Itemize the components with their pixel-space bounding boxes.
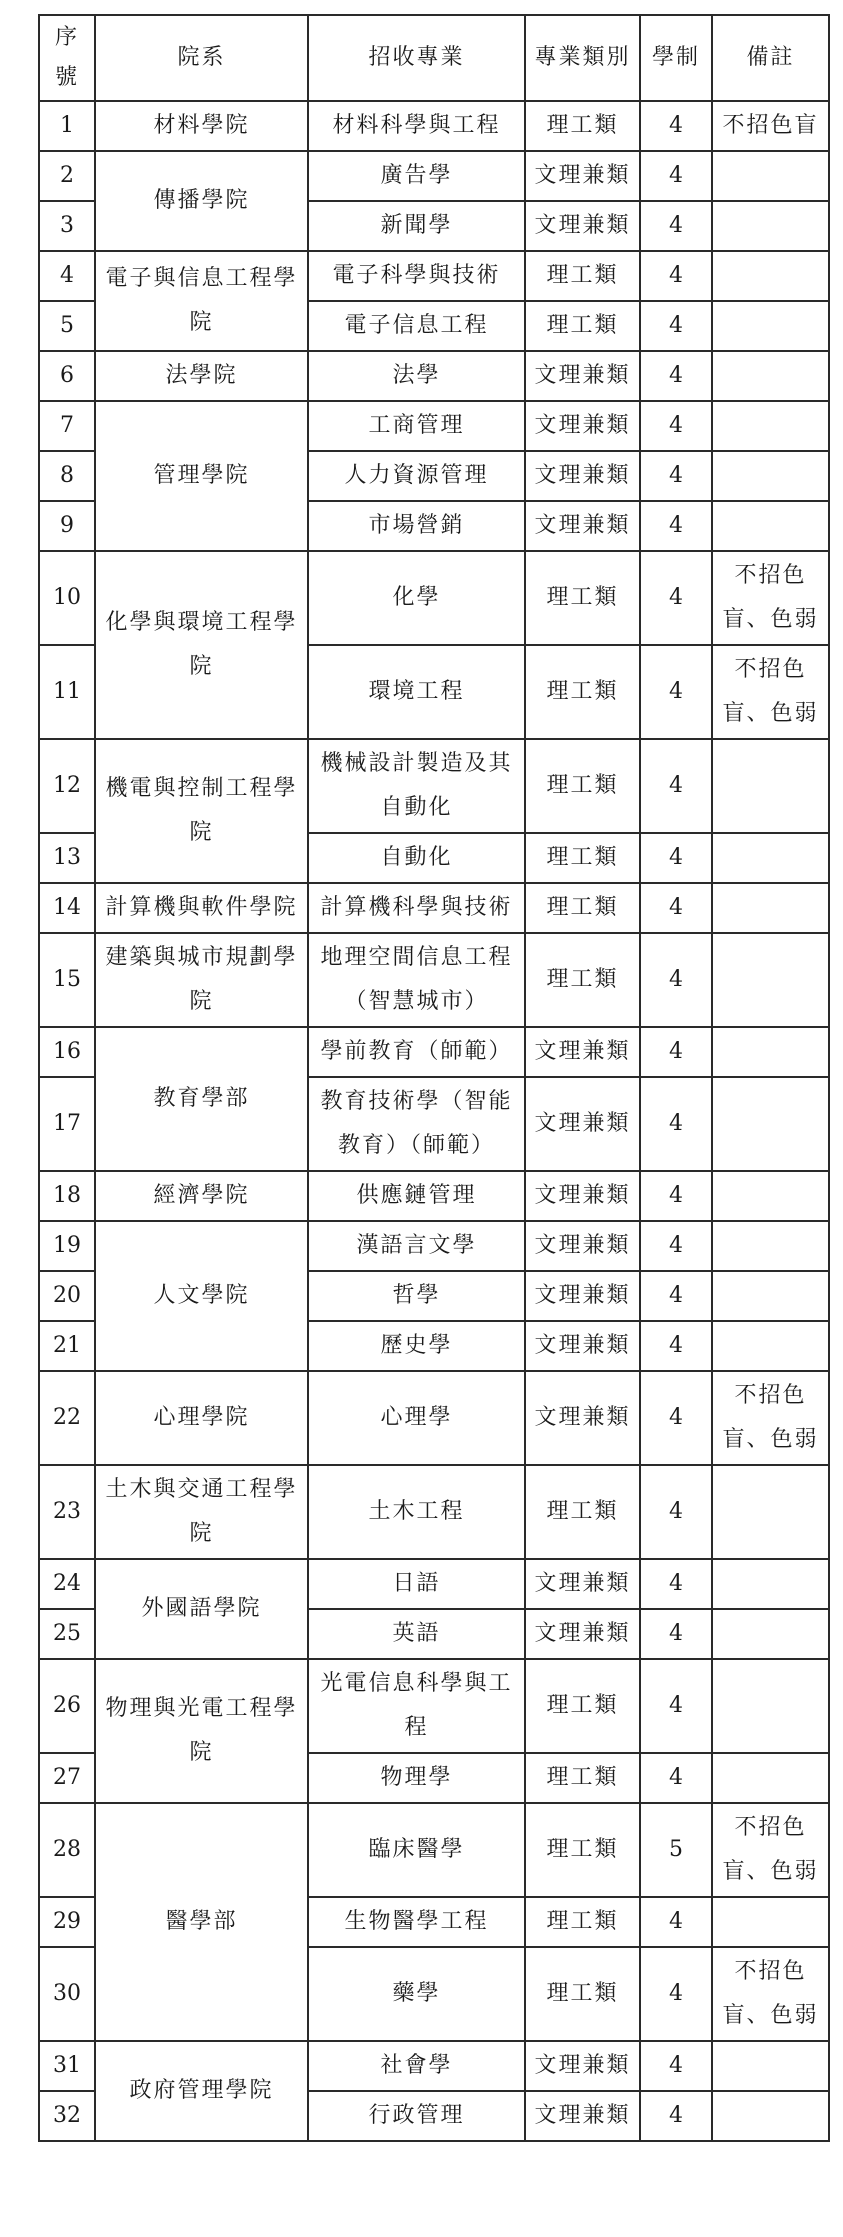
category-cell: 文理兼類 xyxy=(525,1371,640,1465)
major-cell: 光電信息科學與工程 xyxy=(308,1659,525,1753)
table-row xyxy=(39,1803,829,1897)
serial-no-cell: 28 xyxy=(39,1803,95,1897)
serial-no-cell: 3 xyxy=(39,201,95,251)
major-cell: 哲學 xyxy=(308,1271,525,1321)
header-years: 學制 xyxy=(640,15,712,101)
table-row xyxy=(39,1465,829,1559)
years-cell: 4 xyxy=(640,451,712,501)
note-cell xyxy=(712,1609,829,1659)
category-cell: 文理兼類 xyxy=(525,1027,640,1077)
table-row xyxy=(39,1027,829,1077)
category-cell: 理工類 xyxy=(525,739,640,833)
table-row xyxy=(39,151,829,201)
serial-no-cell: 9 xyxy=(39,501,95,551)
years-cell: 4 xyxy=(640,1897,712,1947)
table-row xyxy=(39,2041,829,2091)
years-cell: 4 xyxy=(640,2091,712,2141)
major-cell: 法學 xyxy=(308,351,525,401)
note-cell xyxy=(712,1027,829,1077)
years-cell: 4 xyxy=(640,833,712,883)
serial-no-cell: 22 xyxy=(39,1371,95,1465)
note-cell xyxy=(712,1465,829,1559)
major-cell: 物理學 xyxy=(308,1753,525,1803)
note-cell: 不招色盲、色弱 xyxy=(712,1947,829,2041)
college-cell: 建築與城市規劃學院 xyxy=(95,933,308,1027)
note-cell xyxy=(712,1753,829,1803)
category-cell: 理工類 xyxy=(525,1803,640,1897)
serial-no-cell: 25 xyxy=(39,1609,95,1659)
major-cell: 學前教育（師範） xyxy=(308,1027,525,1077)
category-cell: 文理兼類 xyxy=(525,401,640,451)
category-cell: 文理兼類 xyxy=(525,201,640,251)
category-cell: 理工類 xyxy=(525,833,640,883)
category-cell: 文理兼類 xyxy=(525,151,640,201)
table-row xyxy=(39,551,829,645)
major-cell: 廣告學 xyxy=(308,151,525,201)
years-cell: 4 xyxy=(640,251,712,301)
note-cell xyxy=(712,833,829,883)
table-row xyxy=(39,351,829,401)
category-cell: 理工類 xyxy=(525,1659,640,1753)
years-cell: 4 xyxy=(640,501,712,551)
serial-no-cell: 13 xyxy=(39,833,95,883)
major-cell: 工商管理 xyxy=(308,401,525,451)
serial-no-cell: 19 xyxy=(39,1221,95,1271)
category-cell: 理工類 xyxy=(525,1465,640,1559)
serial-no-cell: 30 xyxy=(39,1947,95,2041)
college-cell: 教育學部 xyxy=(95,1027,308,1171)
major-cell: 地理空間信息工程（智慧城市） xyxy=(308,933,525,1027)
years-cell: 4 xyxy=(640,301,712,351)
years-cell: 4 xyxy=(640,1947,712,2041)
major-cell: 社會學 xyxy=(308,2041,525,2091)
serial-no-cell: 14 xyxy=(39,883,95,933)
note-cell xyxy=(712,301,829,351)
years-cell: 4 xyxy=(640,739,712,833)
college-cell: 人文學院 xyxy=(95,1221,308,1371)
major-cell: 環境工程 xyxy=(308,645,525,739)
serial-no-cell: 11 xyxy=(39,645,95,739)
note-cell xyxy=(712,739,829,833)
category-cell: 理工類 xyxy=(525,251,640,301)
college-cell: 傳播學院 xyxy=(95,151,308,251)
note-cell xyxy=(712,251,829,301)
header-college: 院系 xyxy=(95,15,308,101)
header-major: 招收專業 xyxy=(308,15,525,101)
serial-no-cell: 23 xyxy=(39,1465,95,1559)
note-cell xyxy=(712,933,829,1027)
note-cell xyxy=(712,1321,829,1371)
major-cell: 臨床醫學 xyxy=(308,1803,525,1897)
category-cell: 文理兼類 xyxy=(525,1171,640,1221)
college-cell: 機電與控制工程學院 xyxy=(95,739,308,883)
major-cell: 機械設計製造及其自動化 xyxy=(308,739,525,833)
note-cell xyxy=(712,401,829,451)
category-cell: 理工類 xyxy=(525,645,640,739)
note-cell xyxy=(712,351,829,401)
years-cell: 4 xyxy=(640,1753,712,1803)
major-cell: 日語 xyxy=(308,1559,525,1609)
serial-no-cell: 16 xyxy=(39,1027,95,1077)
serial-no-cell: 17 xyxy=(39,1077,95,1171)
college-cell: 醫學部 xyxy=(95,1803,308,2041)
table-row xyxy=(39,739,829,833)
college-cell: 材料學院 xyxy=(95,101,308,151)
major-cell: 土木工程 xyxy=(308,1465,525,1559)
college-cell: 土木與交通工程學院 xyxy=(95,1465,308,1559)
years-cell: 4 xyxy=(640,933,712,1027)
major-cell: 供應鏈管理 xyxy=(308,1171,525,1221)
note-cell xyxy=(712,1559,829,1609)
table-row xyxy=(39,1559,829,1609)
major-cell: 電子信息工程 xyxy=(308,301,525,351)
category-cell: 文理兼類 xyxy=(525,2041,640,2091)
major-cell: 歷史學 xyxy=(308,1321,525,1371)
note-cell xyxy=(712,451,829,501)
category-cell: 理工類 xyxy=(525,301,640,351)
serial-no-cell: 27 xyxy=(39,1753,95,1803)
college-cell: 化學與環境工程學院 xyxy=(95,551,308,739)
major-cell: 自動化 xyxy=(308,833,525,883)
header-category: 專業類別 xyxy=(525,15,640,101)
note-cell xyxy=(712,1221,829,1271)
note-cell xyxy=(712,2091,829,2141)
category-cell: 文理兼類 xyxy=(525,1559,640,1609)
note-cell xyxy=(712,883,829,933)
category-cell: 文理兼類 xyxy=(525,351,640,401)
years-cell: 5 xyxy=(640,1803,712,1897)
category-cell: 文理兼類 xyxy=(525,501,640,551)
years-cell: 4 xyxy=(640,551,712,645)
note-cell xyxy=(712,151,829,201)
major-cell: 人力資源管理 xyxy=(308,451,525,501)
admissions-table xyxy=(38,14,830,2142)
category-cell: 文理兼類 xyxy=(525,1321,640,1371)
years-cell: 4 xyxy=(640,1077,712,1171)
serial-no-cell: 8 xyxy=(39,451,95,501)
college-cell: 政府管理學院 xyxy=(95,2041,308,2141)
category-cell: 文理兼類 xyxy=(525,1077,640,1171)
header-serial-no: 序號 xyxy=(39,15,95,101)
major-cell: 教育技術學（智能教育）（師範） xyxy=(308,1077,525,1171)
years-cell: 4 xyxy=(640,1465,712,1559)
major-cell: 新聞學 xyxy=(308,201,525,251)
major-cell: 材料科學與工程 xyxy=(308,101,525,151)
years-cell: 4 xyxy=(640,1559,712,1609)
serial-no-cell: 31 xyxy=(39,2041,95,2091)
note-cell xyxy=(712,201,829,251)
major-cell: 漢語言文學 xyxy=(308,1221,525,1271)
college-cell: 法學院 xyxy=(95,351,308,401)
major-cell: 行政管理 xyxy=(308,2091,525,2141)
category-cell: 理工類 xyxy=(525,551,640,645)
serial-no-cell: 21 xyxy=(39,1321,95,1371)
serial-no-cell: 5 xyxy=(39,301,95,351)
serial-no-cell: 6 xyxy=(39,351,95,401)
category-cell: 文理兼類 xyxy=(525,1271,640,1321)
college-cell: 管理學院 xyxy=(95,401,308,551)
years-cell: 4 xyxy=(640,1221,712,1271)
years-cell: 4 xyxy=(640,201,712,251)
major-cell: 英語 xyxy=(308,1609,525,1659)
college-cell: 電子與信息工程學院 xyxy=(95,251,308,351)
category-cell: 文理兼類 xyxy=(525,1609,640,1659)
major-cell: 計算機科學與技術 xyxy=(308,883,525,933)
category-cell: 理工類 xyxy=(525,933,640,1027)
category-cell: 文理兼類 xyxy=(525,2091,640,2141)
serial-no-cell: 32 xyxy=(39,2091,95,2141)
major-cell: 心理學 xyxy=(308,1371,525,1465)
category-cell: 理工類 xyxy=(525,1897,640,1947)
serial-no-cell: 15 xyxy=(39,933,95,1027)
note-cell xyxy=(712,501,829,551)
college-cell: 物理與光電工程學院 xyxy=(95,1659,308,1803)
serial-no-cell: 20 xyxy=(39,1271,95,1321)
years-cell: 4 xyxy=(640,1027,712,1077)
serial-no-cell: 7 xyxy=(39,401,95,451)
major-cell: 生物醫學工程 xyxy=(308,1897,525,1947)
years-cell: 4 xyxy=(640,1609,712,1659)
years-cell: 4 xyxy=(640,101,712,151)
table-body xyxy=(39,101,829,2141)
table-row xyxy=(39,401,829,451)
note-cell xyxy=(712,2041,829,2091)
college-cell: 外國語學院 xyxy=(95,1559,308,1659)
note-cell: 不招色盲、色弱 xyxy=(712,1803,829,1897)
category-cell: 文理兼類 xyxy=(525,1221,640,1271)
note-cell xyxy=(712,1077,829,1171)
category-cell: 理工類 xyxy=(525,101,640,151)
header-note: 備註 xyxy=(712,15,829,101)
category-cell: 理工類 xyxy=(525,1947,640,2041)
college-cell: 經濟學院 xyxy=(95,1171,308,1221)
table-header-row xyxy=(39,15,829,101)
note-cell xyxy=(712,1271,829,1321)
table-row xyxy=(39,1659,829,1753)
table-row xyxy=(39,1221,829,1271)
serial-no-cell: 26 xyxy=(39,1659,95,1753)
major-cell: 藥學 xyxy=(308,1947,525,2041)
serial-no-cell: 1 xyxy=(39,101,95,151)
table-row xyxy=(39,1371,829,1465)
category-cell: 理工類 xyxy=(525,883,640,933)
serial-no-cell: 2 xyxy=(39,151,95,201)
years-cell: 4 xyxy=(640,151,712,201)
college-cell: 心理學院 xyxy=(95,1371,308,1465)
serial-no-cell: 29 xyxy=(39,1897,95,1947)
category-cell: 文理兼類 xyxy=(525,451,640,501)
years-cell: 4 xyxy=(640,401,712,451)
serial-no-cell: 10 xyxy=(39,551,95,645)
serial-no-cell: 12 xyxy=(39,739,95,833)
table-row xyxy=(39,251,829,301)
serial-no-cell: 24 xyxy=(39,1559,95,1609)
table-row xyxy=(39,101,829,151)
years-cell: 4 xyxy=(640,351,712,401)
years-cell: 4 xyxy=(640,1371,712,1465)
major-cell: 市場營銷 xyxy=(308,501,525,551)
years-cell: 4 xyxy=(640,1171,712,1221)
years-cell: 4 xyxy=(640,1659,712,1753)
years-cell: 4 xyxy=(640,645,712,739)
category-cell: 理工類 xyxy=(525,1753,640,1803)
years-cell: 4 xyxy=(640,1321,712,1371)
serial-no-cell: 4 xyxy=(39,251,95,301)
note-cell xyxy=(712,1171,829,1221)
table-row xyxy=(39,933,829,1027)
college-cell: 計算機與軟件學院 xyxy=(95,883,308,933)
serial-no-cell: 18 xyxy=(39,1171,95,1221)
note-cell: 不招色盲、色弱 xyxy=(712,1371,829,1465)
table-row xyxy=(39,1171,829,1221)
note-cell: 不招色盲 xyxy=(712,101,829,151)
note-cell xyxy=(712,1897,829,1947)
table-row xyxy=(39,883,829,933)
major-cell: 電子科學與技術 xyxy=(308,251,525,301)
major-cell: 化學 xyxy=(308,551,525,645)
years-cell: 4 xyxy=(640,1271,712,1321)
note-cell: 不招色盲、色弱 xyxy=(712,551,829,645)
years-cell: 4 xyxy=(640,2041,712,2091)
note-cell xyxy=(712,1659,829,1753)
years-cell: 4 xyxy=(640,883,712,933)
note-cell: 不招色盲、色弱 xyxy=(712,645,829,739)
